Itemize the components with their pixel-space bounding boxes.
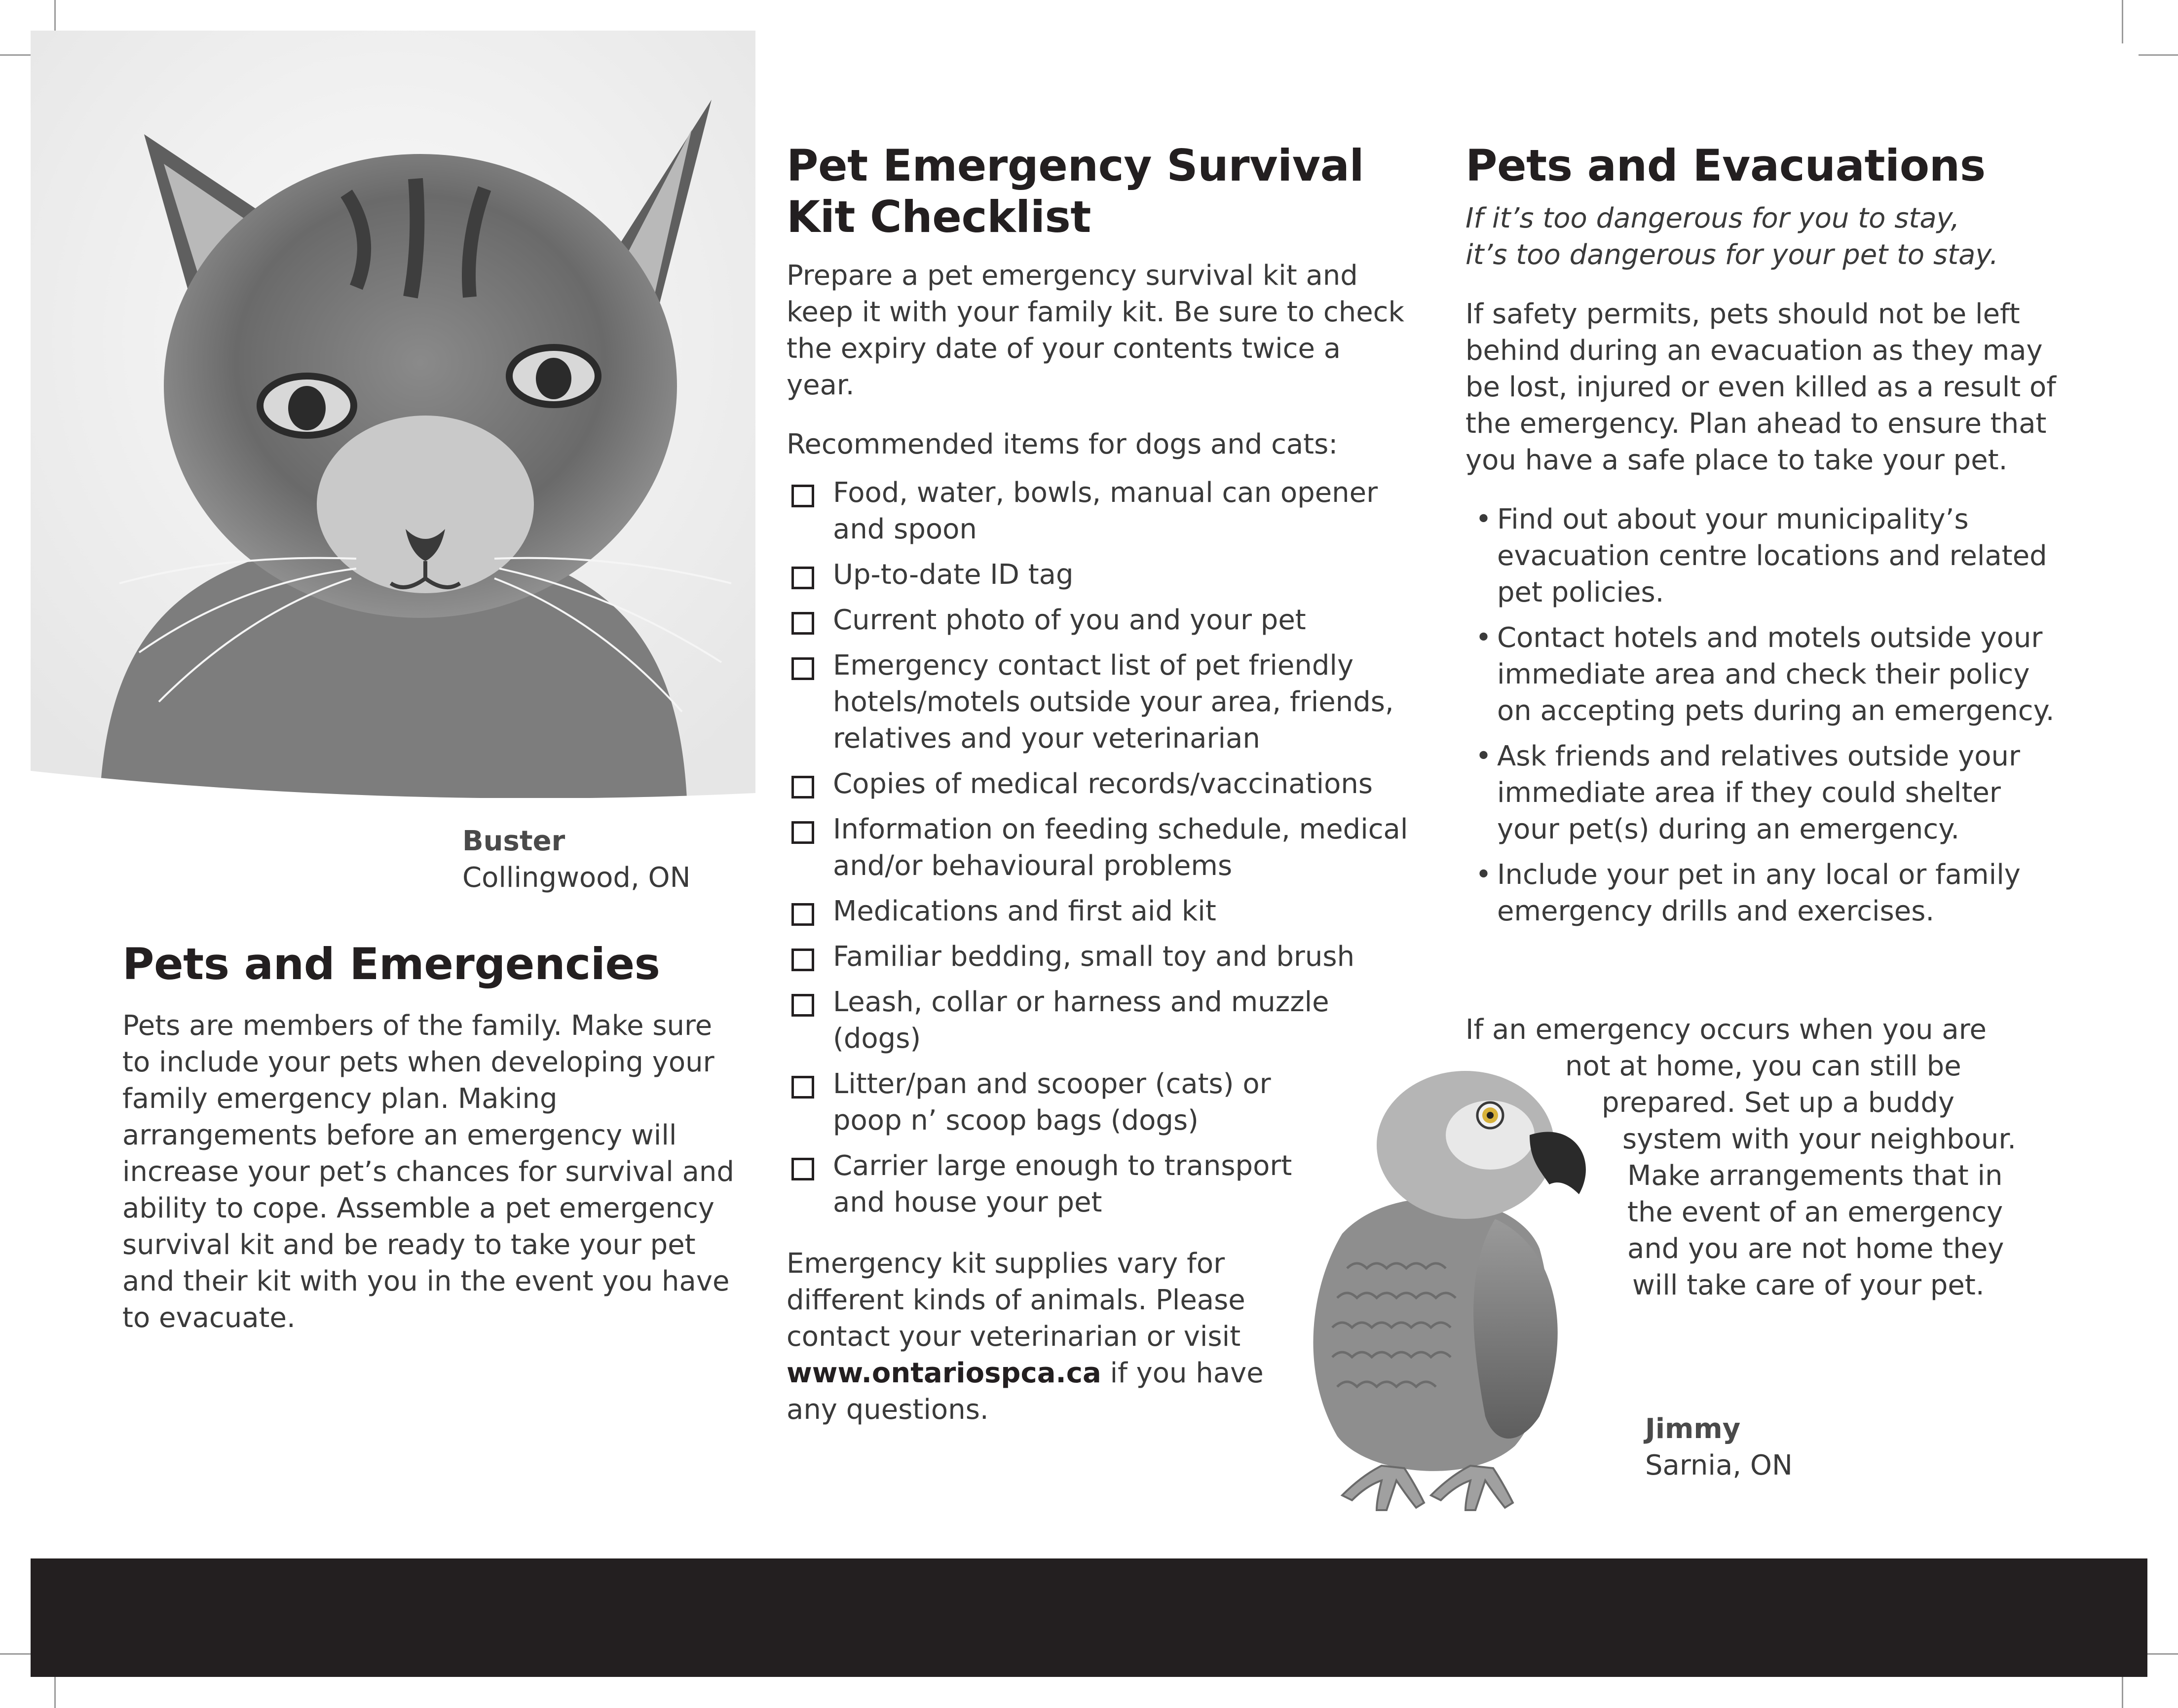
- checkbox-icon[interactable]: [791, 821, 814, 844]
- checklist-item-label: Carrier large enough to transport and house your pet: [833, 1150, 1292, 1218]
- bullet-item: [1465, 738, 2058, 848]
- buddy-line: the event of an emergency: [1627, 1196, 2003, 1228]
- bullet-text: Contact hotels and motels outside your immediate area and check their policy on accepting pets during an emergency.: [1497, 622, 2055, 727]
- cat-photo: [31, 31, 755, 798]
- emergencies-body: Pets are members of the family. Make sure to include your pets when developing your family emergency plan. Making arrangements before an emergency will increase your pet’s chances for survival and ability to cope. Assemble a pet emergency survival kit and be ready to take your pet and their kit with you in the event you have to evacuate.: [122, 1010, 734, 1334]
- checkbox-icon[interactable]: [791, 994, 814, 1017]
- checklist-item[interactable]: [787, 939, 1408, 975]
- section-title-evacuations: Pets and Evacuations: [1465, 140, 1986, 191]
- buddy-line: If an emergency occurs when you are: [1465, 1014, 1987, 1046]
- bullet-icon: •: [1475, 740, 1492, 772]
- checkbox-icon[interactable]: [791, 567, 814, 589]
- checklist-item-label: Copies of medical records/vaccinations: [833, 768, 1373, 800]
- checkbox-icon[interactable]: [791, 903, 814, 926]
- parrot-caption-name: Jimmy: [1645, 1413, 1741, 1445]
- parrot-photo: [1283, 1061, 1628, 1515]
- evacuations-subtitle: If it’s too dangerous for you to stay, it’s too dangerous for your pet to stay.: [1465, 202, 1999, 271]
- closing-text-before: Emergency kit supplies vary for different kinds of animals. Please contact your veterinarian or visit: [787, 1248, 1245, 1353]
- checkbox-icon[interactable]: [791, 485, 814, 507]
- bullet-icon: •: [1475, 622, 1492, 654]
- crop-mark: [2139, 54, 2178, 56]
- bullet-item: [1465, 620, 2058, 729]
- bullet-text: Ask friends and relatives outside your immediate area if they could shelter your pet(s) during an emergency.: [1497, 740, 2021, 845]
- checkbox-icon[interactable]: [791, 1158, 814, 1180]
- checklist-item-label: Up-to-date ID tag: [833, 559, 1074, 591]
- buddy-line: system with your neighbour.: [1622, 1123, 2017, 1155]
- checklist-item[interactable]: [787, 602, 1408, 639]
- checkbox-icon[interactable]: [791, 949, 814, 971]
- checklist-item-label: Current photo of you and your pet: [833, 604, 1306, 636]
- bullet-icon: •: [1475, 859, 1492, 891]
- buddy-line: will take care of your pet.: [1632, 1269, 1985, 1301]
- checklist-item-label: Information on feeding schedule, medical and/or behavioural problems: [833, 813, 1408, 882]
- checklist-recommended: Recommended items for dogs and cats:: [787, 428, 1338, 460]
- buddy-line: and you are not home they: [1627, 1233, 2004, 1265]
- ontariospca-link[interactable]: www.ontariospca.ca: [787, 1357, 1101, 1389]
- checklist-item[interactable]: [787, 557, 1408, 593]
- evacuations-body: If safety permits, pets should not be left behind during an evacuation as they may be lost, injured or even killed as a result of the emergency. Plan ahead to ensure that you have a safe place to take your pet.: [1465, 298, 2056, 476]
- checklist-item-label: Familiar bedding, small toy and brush: [833, 941, 1355, 973]
- checklist-item-label: Emergency contact list of pet friendly hotels/motels outside your area, friends, relatives and your veterinarian: [833, 649, 1394, 755]
- checklist-closing: [787, 1246, 1280, 1428]
- checkbox-icon[interactable]: [791, 657, 814, 680]
- bullet-text: Find out about your municipality’s evacuation centre locations and related pet policies.: [1497, 503, 2047, 608]
- bullet-text: Include your pet in any local or family emergency drills and exercises.: [1497, 859, 2021, 927]
- checklist-item-label: Litter/pan and scooper (cats) or poop n’ scoop bags (dogs): [833, 1068, 1271, 1137]
- checklist-item-label: Food, water, bowls, manual can opener and spoon: [833, 477, 1378, 545]
- bullet-icon: •: [1475, 503, 1492, 535]
- checklist-item[interactable]: [787, 984, 1408, 1057]
- checkbox-icon[interactable]: [791, 776, 814, 798]
- right-column: [1465, 140, 2058, 939]
- checklist-item[interactable]: [787, 647, 1408, 757]
- buddy-line: Make arrangements that in: [1627, 1160, 2003, 1192]
- parrot-caption-place: Sarnia, ON: [1645, 1449, 1793, 1481]
- evacuation-bullets: [1465, 501, 2058, 930]
- closing-text-after: if you have any questions.: [787, 1357, 1264, 1426]
- buddy-line: not at home, you can still be: [1565, 1050, 1961, 1082]
- crop-mark: [2122, 0, 2123, 43]
- checklist-item[interactable]: [787, 766, 1408, 802]
- parrot-caption: [1645, 1411, 1793, 1484]
- checklist-item[interactable]: [787, 893, 1408, 930]
- cat-caption-name: Buster: [462, 825, 565, 857]
- checklist-item[interactable]: [787, 475, 1408, 548]
- section-title-checklist: Pet Emergency Survival Kit Checklist: [787, 140, 1364, 242]
- checkbox-icon[interactable]: [791, 612, 814, 635]
- checkbox-icon[interactable]: [791, 1076, 814, 1099]
- cat-caption-place: Collingwood, ON: [462, 862, 691, 894]
- left-column: [122, 939, 734, 1336]
- footer-bar: [31, 1558, 2147, 1677]
- bullet-item: [1465, 857, 2058, 930]
- section-title-emergencies: Pets and Emergencies: [122, 939, 660, 989]
- bullet-item: [1465, 501, 2058, 611]
- checklist-intro: Prepare a pet emergency survival kit and keep it with your family kit. Be sure to check the expiry date of your contents twice a year.: [787, 260, 1404, 401]
- checklist-item-label: Leash, collar or harness and muzzle (dogs): [833, 986, 1329, 1055]
- cat-caption: [462, 823, 691, 896]
- buddy-line: prepared. Set up a buddy: [1602, 1087, 1955, 1119]
- checklist-item-label: Medications and first aid kit: [833, 895, 1216, 927]
- checklist-item[interactable]: [787, 811, 1408, 884]
